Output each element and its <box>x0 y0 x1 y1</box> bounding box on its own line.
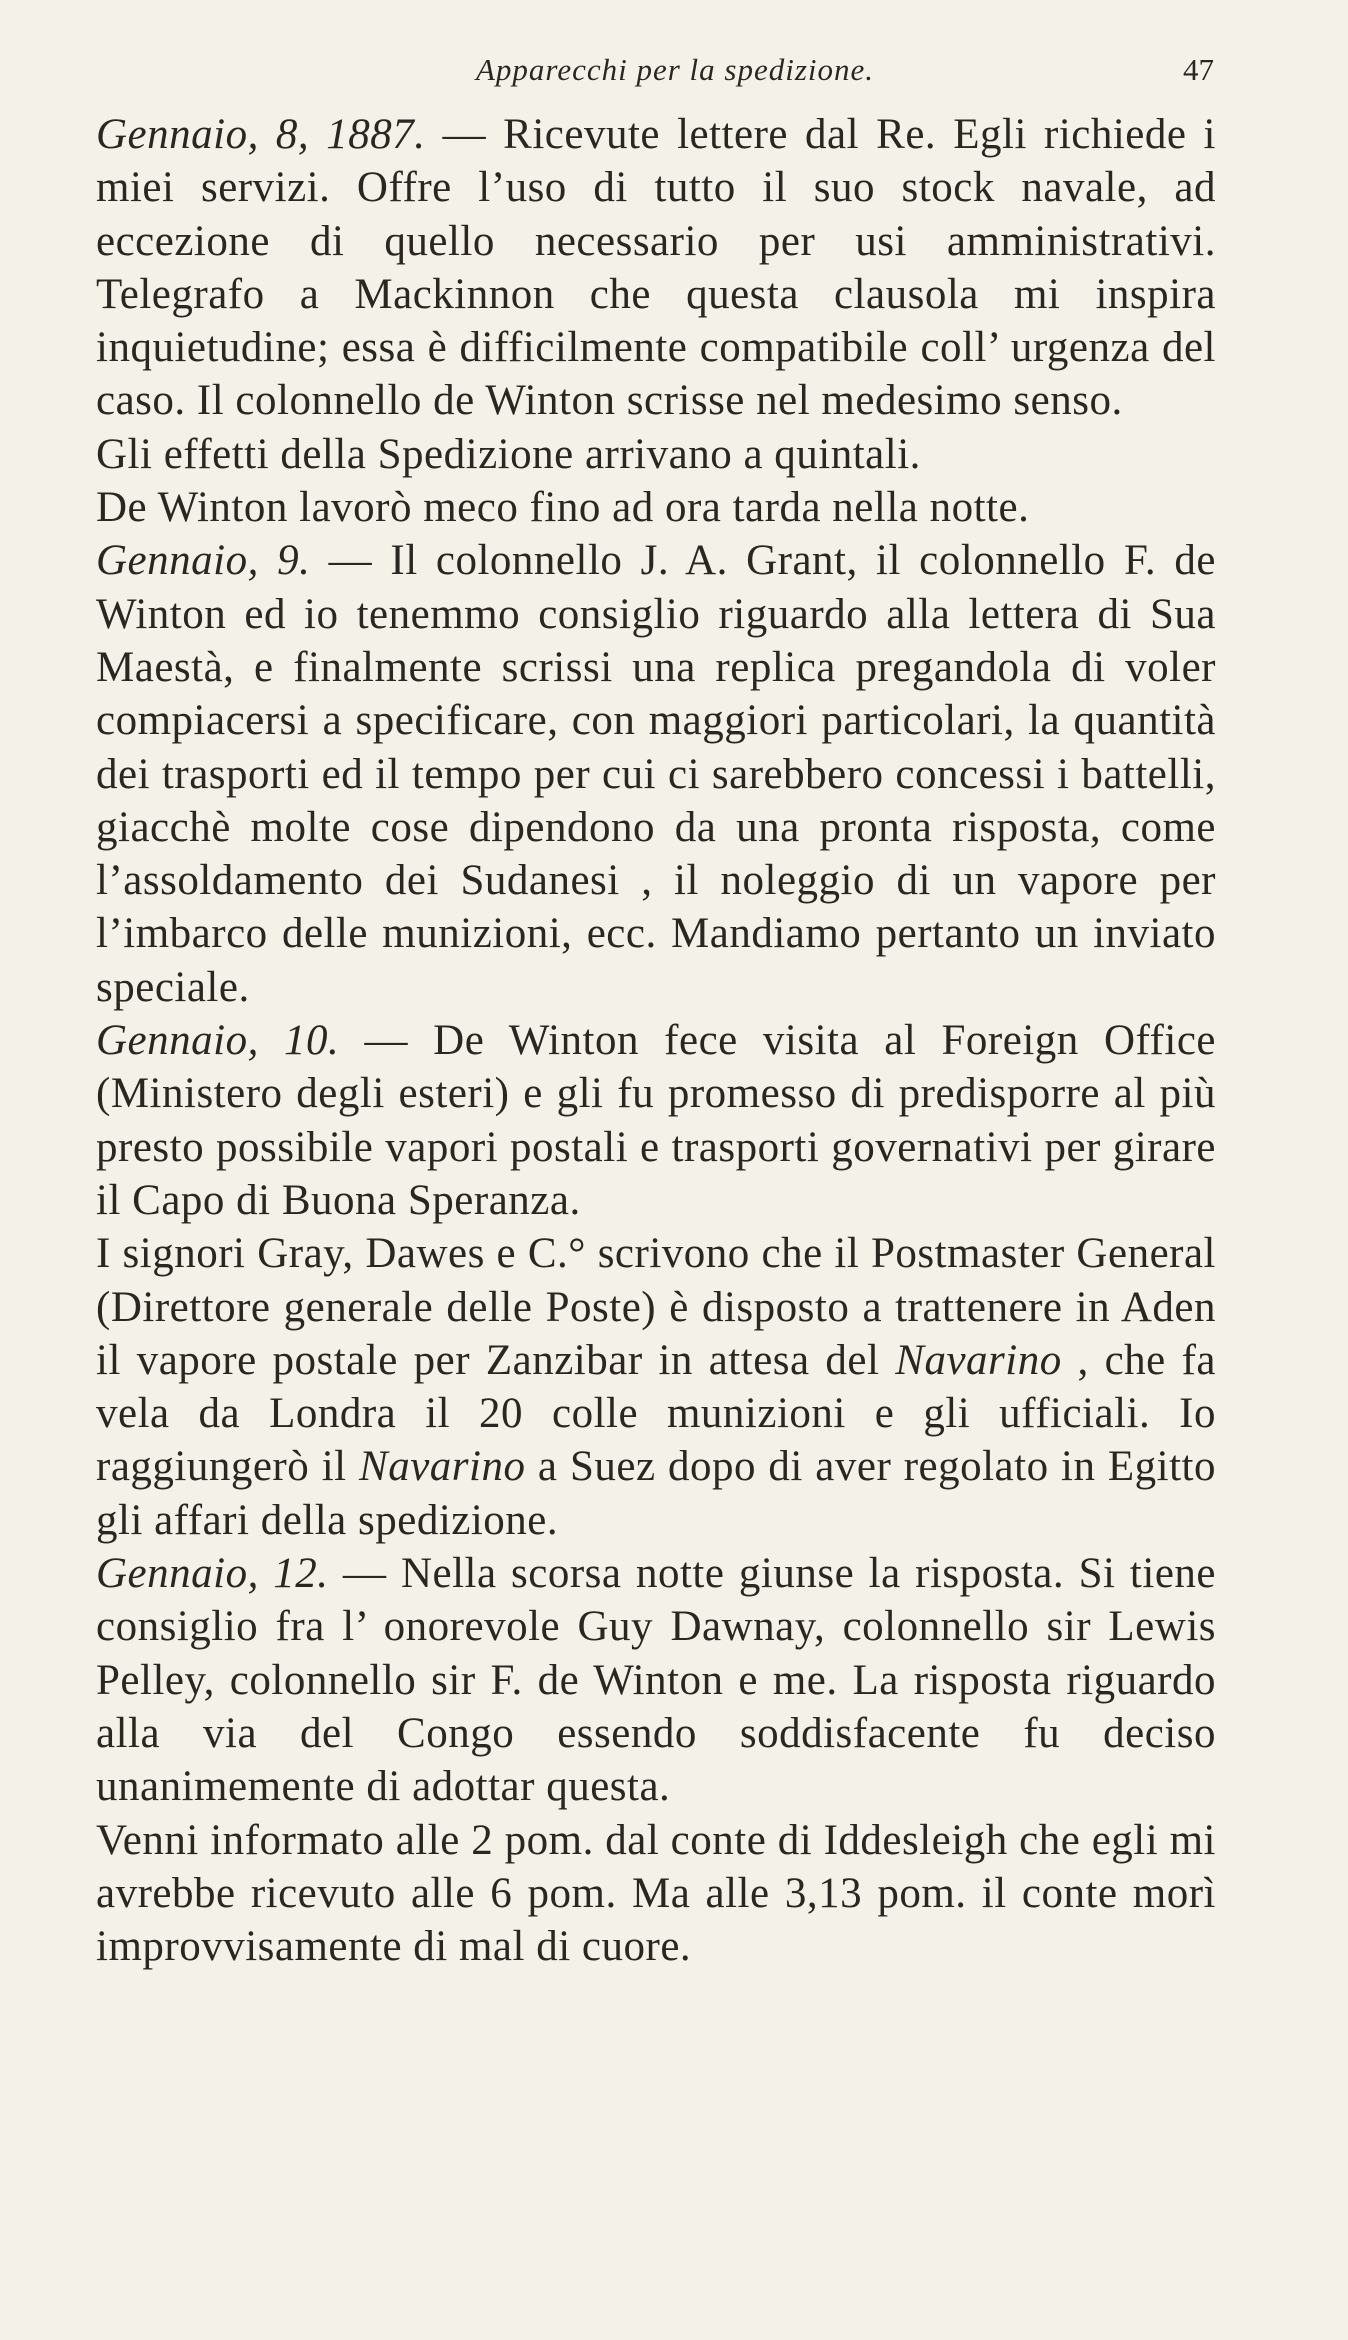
paragraph-text: , che fa vela da Londra il 20 colle munizioni e gli ufficiali. Io raggiungerò il <box>96 1336 1216 1491</box>
paragraph-text: Gli effetti della Spedizione arrivano a quintali. <box>96 430 921 478</box>
page-number: 47 <box>1183 52 1214 87</box>
paragraph-text: De Winton lavorò meco fino ad ora tarda nella notte. <box>96 484 1030 532</box>
paragraph-iddesleigh <box>96 1814 1216 1974</box>
paragraph-text: — De Winton fece visita al Foreign Office (Ministero degli esteri) e gli fu promesso di predisporre al più presto possibile vapori postali e trasporti governativi per girare il Capo di Buona Speranza. <box>96 1017 1216 1224</box>
body-text <box>96 108 1216 1973</box>
entry-date: Gennaio, 8, 1887. <box>96 111 426 158</box>
paragraph-de-winton <box>96 481 1216 534</box>
ship-name: Navarino <box>895 1336 1062 1384</box>
paragraph-text: — Ricevute lettere dal Re. Egli richiede i miei servizi. Offre l’uso di tutto il suo stock navale, ad eccezione di quello necessario per usi amministrativi. Telegrafo a Mackinnon che questa clausola mi inspira inquietudine; essa è difficilmente compatibile coll’ urgenza del caso. Il colonnello de Winton scrisse nel medesimo senso. <box>96 111 1216 425</box>
paragraph-text: — Il colonnello J. A. Grant, il colonnello F. de Winton ed io tenemmo consiglio riguardo alla lettera di Sua Maestà, e finalmente scrissi una replica pregandola di voler compiacersi a specificare, con maggiori particolari, la quantità dei trasporti ed il tempo per cui ci sarebbero concessi i battelli, giacchè molte cose dipendono da una pronta risposta, come l’assoldamento dei Sudanesi , il noleggio di un vapore per l’imbarco delle munizioni, ecc. Mandiamo pertanto un inviato speciale. <box>96 537 1217 1011</box>
paragraph-effects <box>96 428 1216 481</box>
paragraph-jan-12 <box>96 1547 1216 1813</box>
paragraph-gray-dawes <box>96 1227 1216 1547</box>
entry-date: Gennaio, 10. <box>96 1017 340 1065</box>
entry-date: Gennaio, 9. <box>96 537 311 585</box>
entry-date: Gennaio, 12. <box>96 1550 329 1598</box>
page-header <box>96 48 1214 96</box>
paragraph-text: I signori Gray, Dawes e C.° scrivono che il Postmaster General (Direttore generale delle Poste) è disposto a trattenere in Aden il vapore postale per Zanzibar in attesa del <box>96 1230 1216 1384</box>
paragraph-text: a Suez dopo di aver regolato in Egitto gli affari della spedizione. <box>96 1443 1217 1544</box>
paragraph-jan-9 <box>96 534 1216 1014</box>
paragraph-jan-8 <box>96 108 1216 428</box>
paragraph-text: Venni informato alle 2 pom. dal conte di Iddesleigh che egli mi avrebbe ricevuto alle 6 pom. Ma alle 3,13 pom. il conte morì improvvisamente di mal di cuore. <box>96 1816 1216 1971</box>
paragraph-jan-10 <box>96 1014 1216 1227</box>
paragraph-text: — Nella scorsa notte giunse la risposta. Si tiene consiglio fra l’ onorevole Guy Dawnay, colonnello sir Lewis Pelley, colonnello sir F. de Winton e me. La risposta riguardo alla via del Congo essendo soddisfacente fu deciso unanimemente di adottar questa. <box>96 1550 1216 1811</box>
running-title: Apparecchi per la spedizione. <box>475 52 875 87</box>
ship-name: Navarino <box>359 1443 526 1491</box>
